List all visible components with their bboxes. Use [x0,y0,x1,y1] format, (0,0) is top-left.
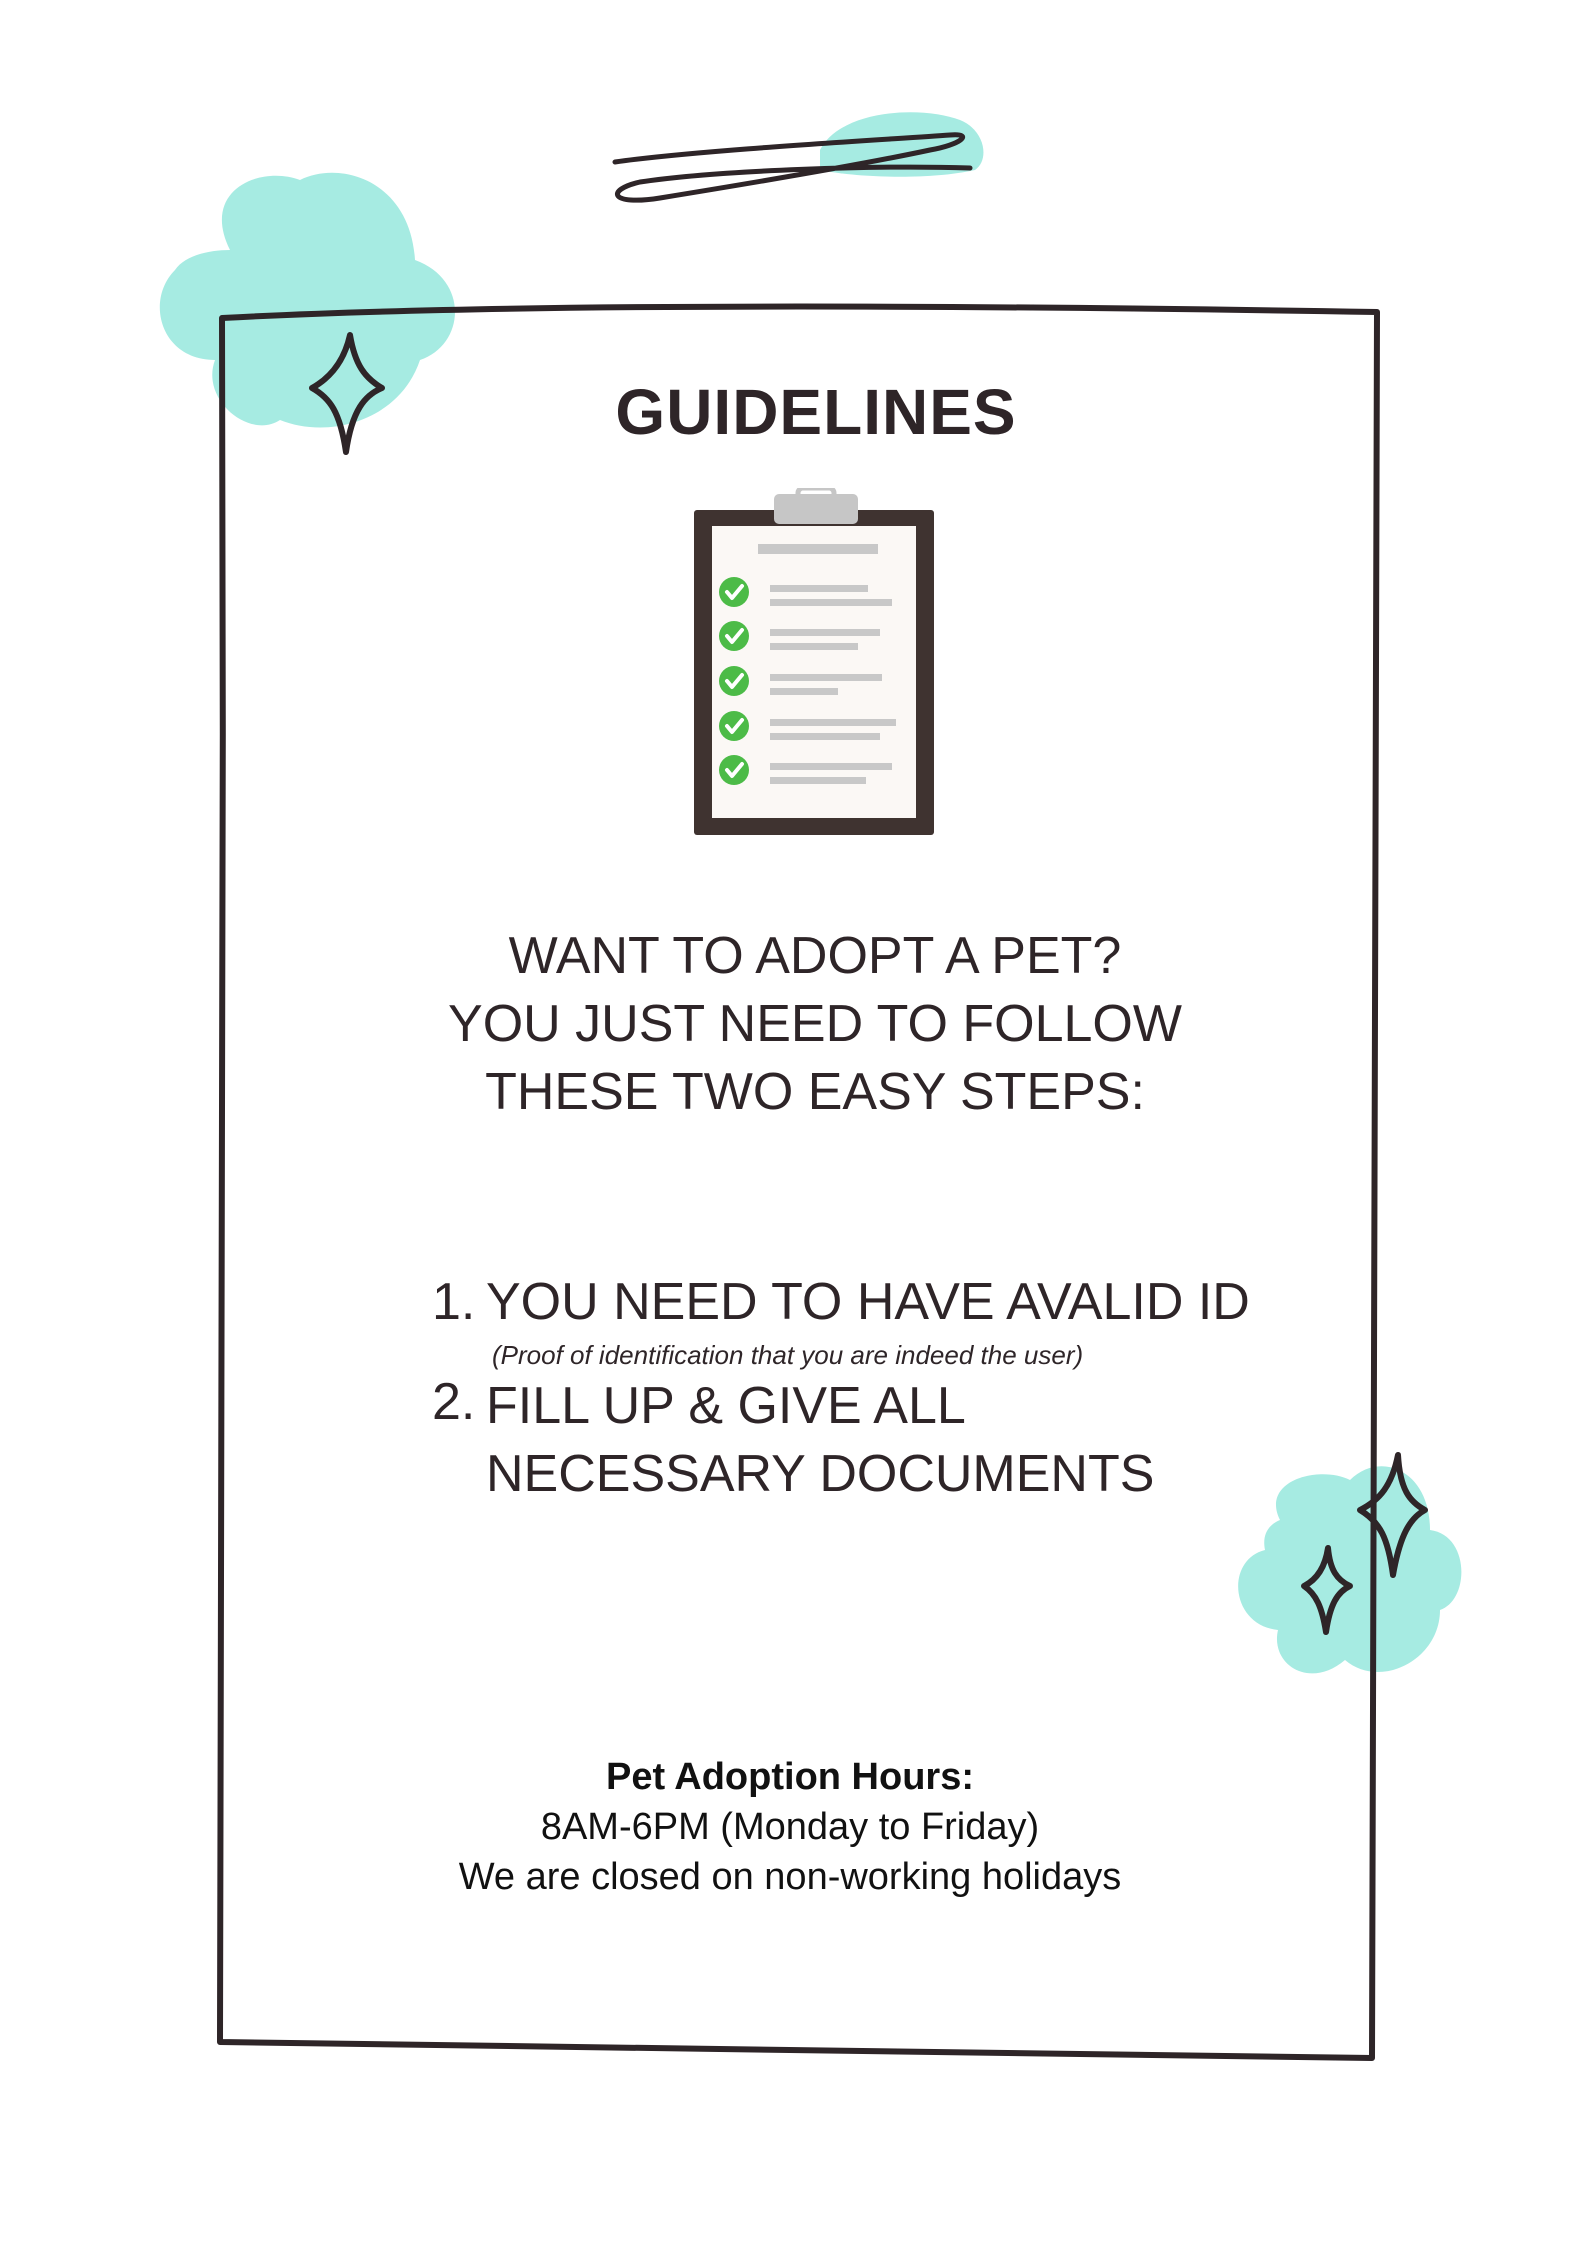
intro-line: YOU JUST NEED TO FOLLOW [448,995,1182,1053]
sparkle-icon-right-small [1304,1548,1350,1632]
step-note: (Proof of identification that you are indeed the user) [492,1340,1084,1370]
clipboard-checklist-icon [690,488,938,838]
intro-line: THESE TWO EASY STEPS: [485,1063,1145,1121]
scribble-mint-accent [820,112,983,177]
sparkle-icon-right-large [1360,1455,1425,1575]
step-text: YOU NEED TO HAVE AVALID ID [486,1273,1250,1331]
step-text [486,1372,1154,1508]
blob-decoration-bottom-right [1238,1466,1461,1673]
hours-title: Pet Adoption Hours: [606,1756,974,1798]
intro-text [320,922,1310,1126]
step-number: 2. [432,1373,476,1431]
hours-note: We are closed on non-working holidays [458,1856,1122,1898]
hours-schedule: 8AM-6PM (Monday to Friday) [540,1806,1040,1848]
step-text-line: FILL UP & GIVE ALL [486,1377,966,1435]
adoption-hours [300,1752,1280,1902]
scribble-decoration [615,135,970,200]
intro-line: WANT TO ADOPT A PET? [508,927,1122,985]
step-text-line: NECESSARY DOCUMENTS [486,1445,1155,1503]
step-number: 1. [432,1273,476,1331]
page-title: GUIDELINES [615,376,1017,448]
